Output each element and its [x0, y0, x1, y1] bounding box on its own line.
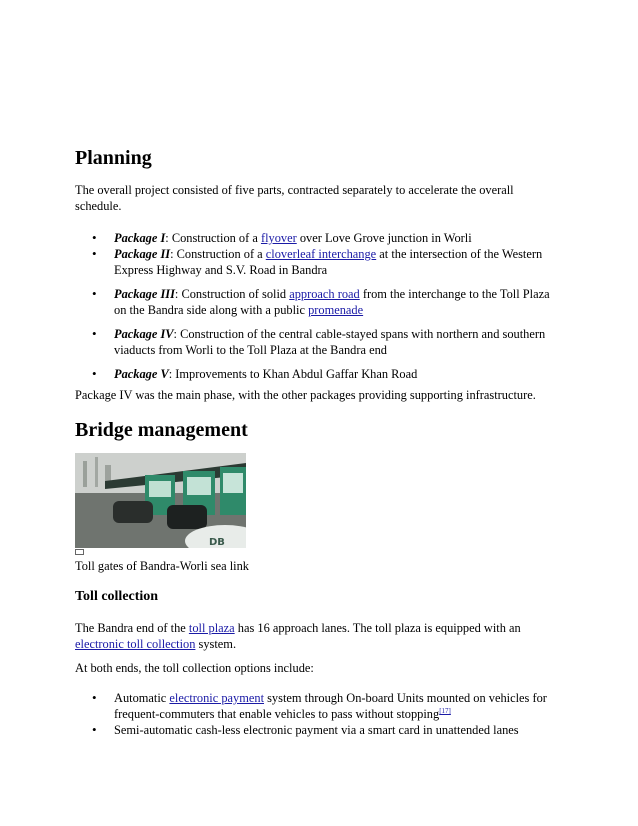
toll-collection-heading: Toll collection	[75, 589, 159, 604]
bridge-management-heading: Bridge management	[75, 419, 248, 441]
package-list	[75, 230, 575, 382]
toll-options-list	[75, 690, 575, 738]
photo-caption: Toll gates of Bandra-Worli sea link	[75, 559, 249, 573]
broken-image-icon	[75, 549, 84, 555]
planning-summary: Package IV was the main phase, with the other packages providing supporting infrastructure.	[75, 388, 536, 402]
list-item: • Package IV: Construction of the central cable-stayed spans with northern and southern viaducts from Worli to the Toll Plaza at the Bandra end	[75, 326, 575, 358]
cloverleaf-link[interactable]: cloverleaf interchange	[265, 247, 377, 261]
list-item: • Package III: Construction of solid approach road from the interchange to the Toll Plaza on the Bandra side along with a public promenade	[75, 286, 575, 318]
toll-gates-illustration	[75, 453, 246, 548]
list-item: • Semi-automatic cash-less electronic payment via a smart card in unattended lanes	[75, 722, 575, 738]
toll-gates-photo	[75, 453, 246, 548]
list-item: • Package II: Construction of a cloverleaf interchange at the intersection of the Western Express Highway and S.V. Road in Bandra	[75, 246, 575, 278]
planning-heading: Planning	[75, 147, 152, 169]
electronic-payment-link[interactable]: electronic payment	[169, 691, 265, 705]
list-item: • Package I: Construction of a flyover over Love Grove junction in Worli	[75, 230, 575, 246]
planning-intro: The overall project consisted of five parts, contracted separately to accelerate the overall schedule.	[75, 183, 514, 213]
toll-plaza-paragraph: The Bandra end of the toll plaza has 16 approach lanes. The toll plaza is equipped with an electronic toll collection system.	[75, 621, 521, 651]
flyover-link[interactable]: flyover	[260, 231, 297, 245]
promenade-link[interactable]: promenade	[308, 303, 364, 317]
approach-road-link[interactable]: approach road	[289, 287, 360, 301]
list-item: • Package V: Improvements to Khan Abdul Gaffar Khan Road	[75, 366, 575, 382]
toll-plaza-link[interactable]: toll plaza	[188, 621, 235, 635]
electronic-toll-collection-link[interactable]: electronic toll collection	[75, 637, 196, 651]
options-intro: At both ends, the toll collection options include:	[75, 661, 314, 675]
list-item: • Automatic electronic payment system through On-board Units mounted on vehicles for frequent-commuters that enable vehicles to pass without stopping[17]	[75, 690, 575, 722]
citation-17-link[interactable]: [17]	[439, 706, 451, 715]
booth-label: DB	[209, 537, 225, 548]
